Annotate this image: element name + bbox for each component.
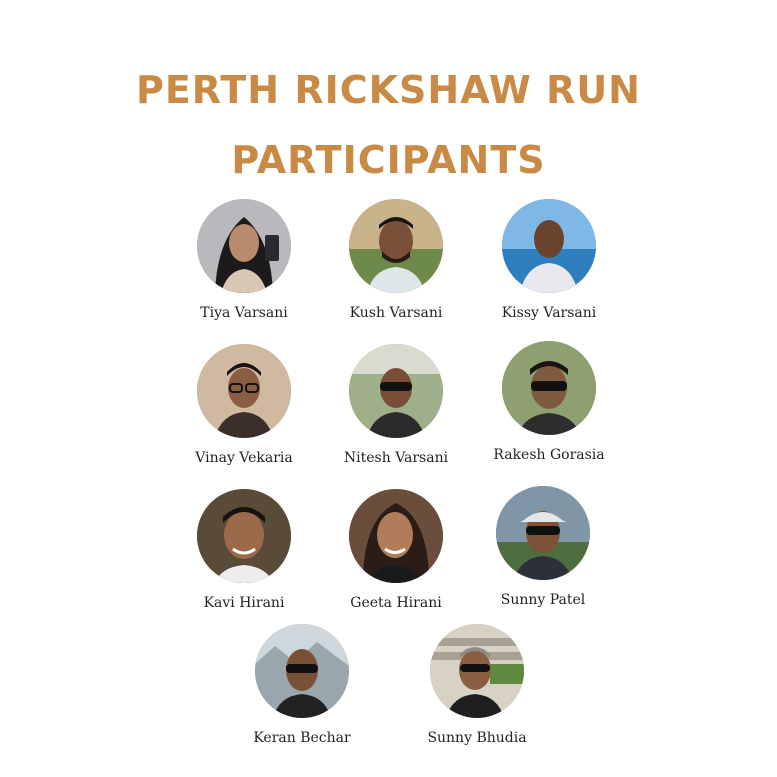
participant-name: Kush Varsani — [349, 305, 443, 321]
participant-name: Kavi Hirani — [203, 595, 285, 611]
participant-photo — [496, 486, 590, 580]
participant-card — [164, 199, 324, 339]
participant-card — [316, 199, 476, 339]
participant-name: Geeta Hirani — [350, 595, 442, 611]
participant-card — [463, 486, 623, 626]
participant-card — [469, 199, 629, 339]
title-line-1: PERTH RICKSHAW RUN — [136, 68, 641, 112]
participant-card — [164, 489, 324, 629]
title-line-2: PARTICIPANTS — [231, 138, 546, 182]
participant-name: Vinay Vekaria — [195, 450, 293, 466]
participant-name: Nitesh Varsani — [343, 450, 449, 466]
participant-photo — [502, 199, 596, 293]
participant-photo — [255, 624, 349, 718]
man-sunglasses-snow-photo — [255, 624, 349, 718]
participant-card — [316, 489, 476, 629]
man-beard-outdoors-photo — [349, 199, 443, 293]
woman-long-dark-hair-photo — [197, 199, 291, 293]
man-cap-sunglasses-photo — [496, 486, 590, 580]
participant-photo — [197, 344, 291, 438]
participant-card — [222, 624, 382, 764]
man-glasses-photo — [197, 344, 291, 438]
woman-smiling-photo — [349, 489, 443, 583]
participant-card — [164, 344, 324, 484]
man-beach-sky-photo — [502, 199, 596, 293]
participant-name: Sunny Bhudia — [427, 730, 527, 746]
participant-photo — [349, 489, 443, 583]
participant-name: Rakesh Gorasia — [493, 447, 605, 463]
participant-card — [469, 341, 629, 481]
participant-card — [316, 344, 476, 484]
participant-name: Tiya Varsani — [200, 305, 288, 321]
participant-photo — [502, 341, 596, 435]
participant-name: Kissy Varsani — [501, 305, 597, 321]
participant-card — [397, 624, 557, 764]
participant-photo — [197, 199, 291, 293]
man-sunglasses-outdoors-photo — [502, 341, 596, 435]
participant-name: Keran Bechar — [253, 730, 351, 746]
participant-photo — [349, 344, 443, 438]
man-sunglasses-terrace-photo — [349, 344, 443, 438]
participant-photo — [430, 624, 524, 718]
participant-photo — [349, 199, 443, 293]
man-smiling-photo — [197, 489, 291, 583]
participant-name: Sunny Patel — [500, 592, 586, 608]
man-sunglasses-stadium-photo — [430, 624, 524, 718]
participant-photo — [197, 489, 291, 583]
